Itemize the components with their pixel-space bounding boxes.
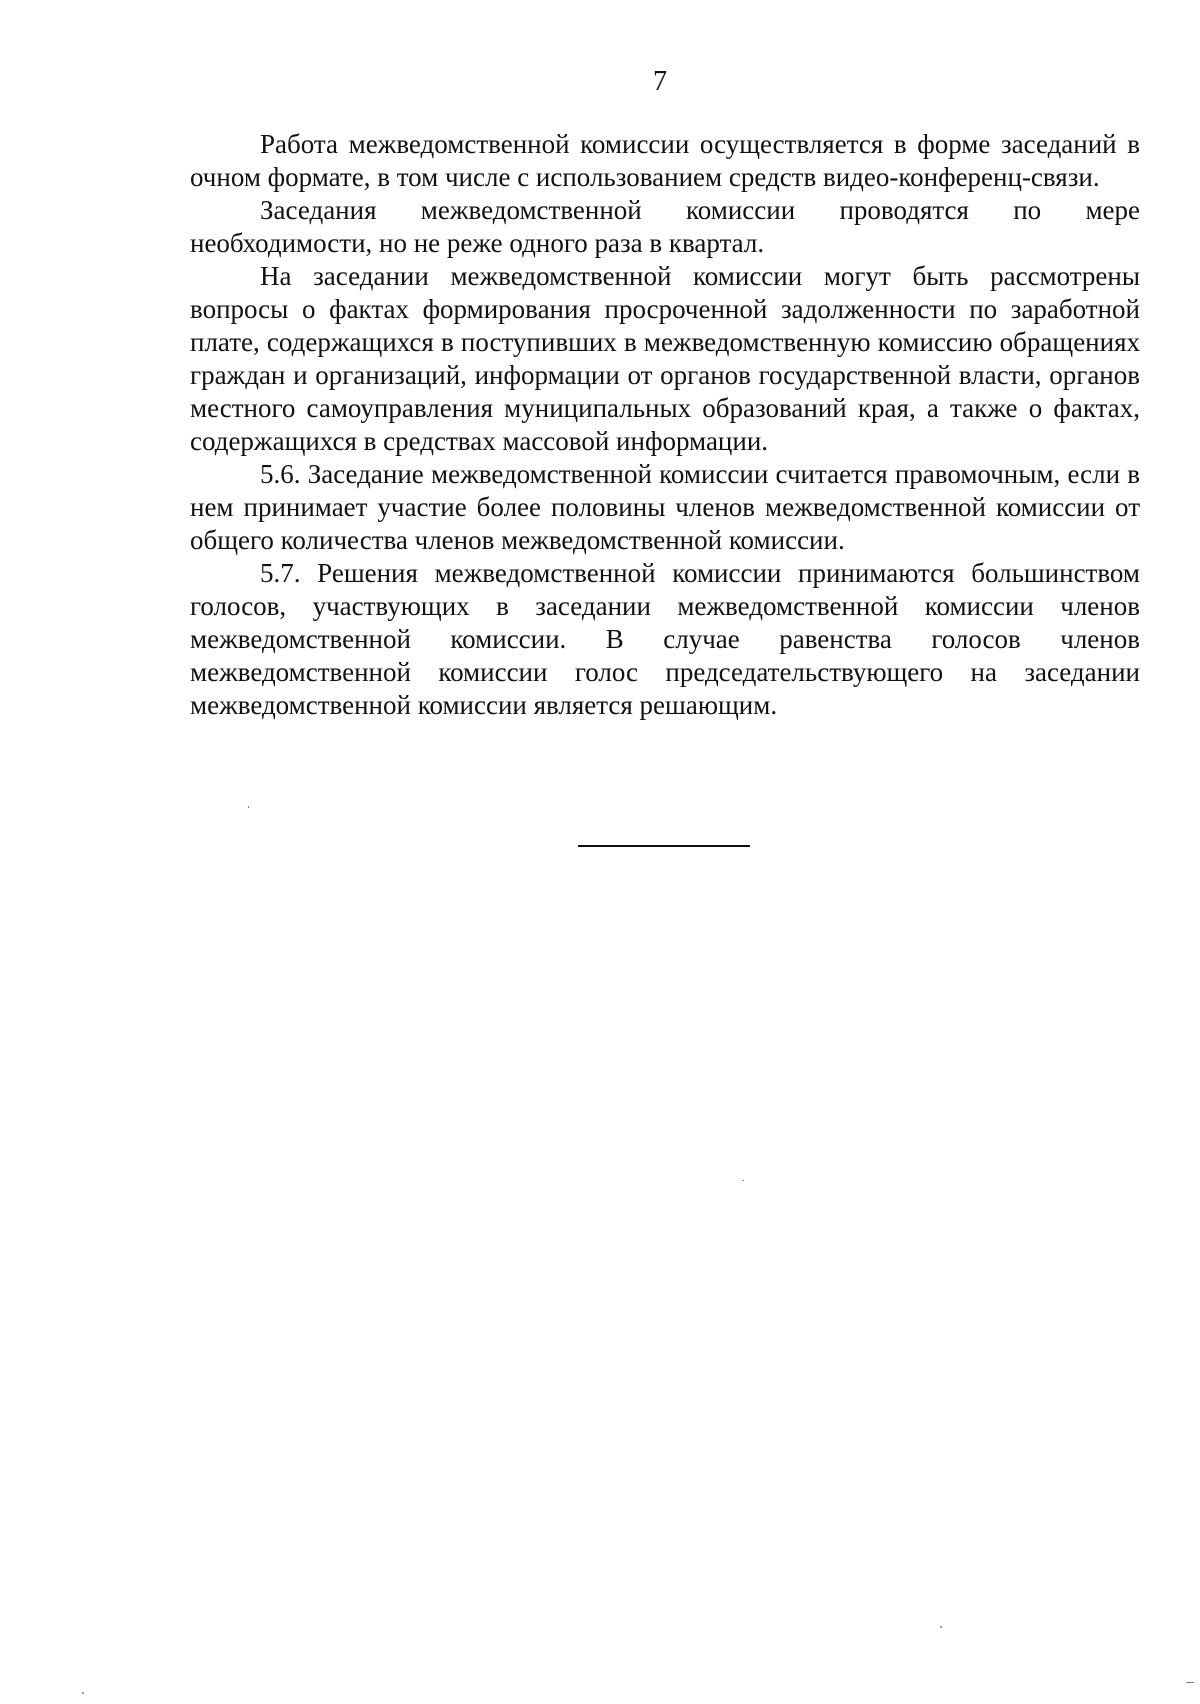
paragraph-commission-work-format: Работа межведомственной комиссии осуществляется в форме заседаний в очном формате, в том числе с использованием средств видео-конференц-связи. bbox=[190, 129, 1140, 192]
scan-speck bbox=[82, 1692, 84, 1694]
scan-speck bbox=[248, 806, 249, 808]
end-of-text-rule bbox=[578, 845, 750, 847]
paragraph-meeting-agenda: На заседании межведомственной комиссии могут быть рассмотрены вопросы о фактах формирования просроченной задолженности по заработной плате, содержащихся в поступивших в межведомственную комиссию обращениях граждан и организаций, информации от органов государственной власти, органов местного самоуправления муниципальных образований края, а также о фактах, содержащихся в средствах массовой информации. bbox=[190, 261, 1140, 456]
scan-speck bbox=[1186, 1682, 1194, 1683]
paragraph-meeting-frequency: Заседания межведомственной комиссии проводятся по мере необходимости, но не реже одного раза в квартал. bbox=[190, 195, 1140, 258]
document-body bbox=[190, 128, 1140, 722]
paragraph-decisions: 5.7. Решения межведомственной комиссии принимаются большинством голосов, участвующих в заседании межведомственной комиссии членов межведомственной комиссии. В случае равенства голосов членов межведомственной комиссии голос председательствующего на заседании межведомственной комиссии является решающим. bbox=[190, 558, 1140, 720]
scan-speck bbox=[940, 1626, 942, 1628]
page-number: 7 bbox=[653, 66, 667, 97]
scan-speck bbox=[742, 1180, 744, 1181]
paragraph-quorum: 5.6. Заседание межведомственной комиссии считается правомочным, если в нем принимает участие более половины членов межведомственной комиссии от общего количества членов межведомственной комиссии. bbox=[190, 459, 1140, 555]
